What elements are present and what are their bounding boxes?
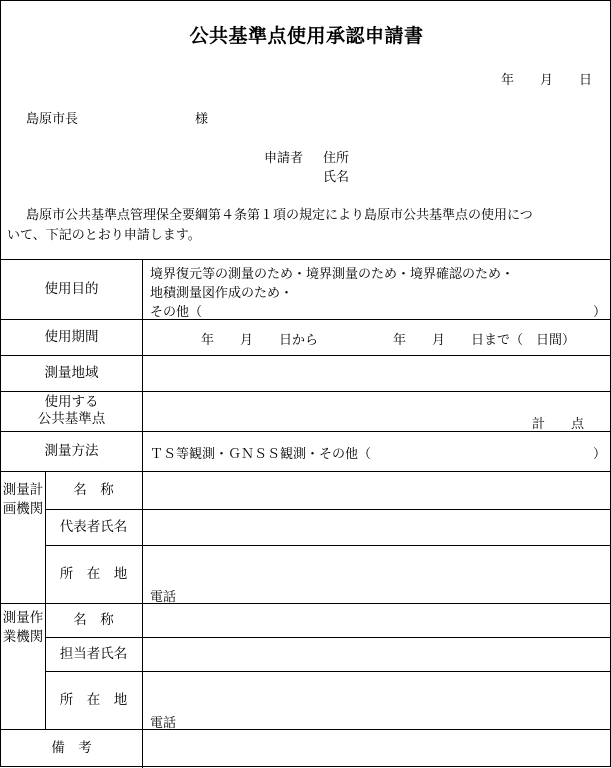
planning-address-label: 所 在 地 <box>59 565 128 582</box>
points-label <box>1 391 142 431</box>
points-count: 計 点 <box>532 417 585 432</box>
purpose-close: ） <box>593 305 607 320</box>
method-value: ＴＳ等観測・ＧＮＳＳ観測・その他（ <box>150 447 372 462</box>
method-label: 測量方法 <box>44 442 99 459</box>
planning-group-label: 測量計画機関 <box>2 482 44 517</box>
intro-line-2: いて、下記のとおり申請します。 <box>7 228 201 243</box>
planning-rep-label: 代表者氏名 <box>59 518 128 535</box>
method-close: ） <box>593 447 607 462</box>
work-name-label: 名 称 <box>73 611 114 628</box>
column-divider <box>142 259 143 768</box>
intro-line-1: 島原市公共基準点管理保全要綱第４条第１項の規定により島原市公共基準点の使用につ <box>26 208 533 223</box>
date-line: 年 月 日 <box>501 73 593 88</box>
work-phone-label: 電話 <box>150 716 177 731</box>
form-title: 公共基準点使用承認申請書 <box>189 25 424 47</box>
purpose-line-3: その他（ <box>150 305 203 320</box>
period-from: 年 月 日から <box>201 333 319 348</box>
remarks-label: 備 考 <box>51 740 92 757</box>
purpose-line-2: 地積測量図作成のため・ <box>150 286 294 301</box>
addressee: 島原市長 様 <box>26 112 209 127</box>
work-address-label: 所 在 地 <box>59 691 128 708</box>
planning-name-label: 名 称 <box>73 481 114 498</box>
planning-phone-label: 電話 <box>150 590 177 605</box>
purpose-line-1: 境界復元等の測量のため・境界測量のため・境界確認のため・ <box>150 267 515 282</box>
work-charge-label: 担当者氏名 <box>59 645 128 662</box>
area-label: 測量地域 <box>44 364 99 381</box>
points-label-line-2: 公共基準点 <box>37 411 106 427</box>
period-label: 使用期間 <box>44 328 99 345</box>
purpose-label: 使用目的 <box>44 280 99 297</box>
applicant-address-label: 住所 <box>323 151 350 166</box>
points-label-line-1: 使用する <box>44 394 99 411</box>
work-group-label: 測量作業機関 <box>2 610 44 645</box>
applicant-label: 申請者 <box>264 151 304 166</box>
applicant-name-label: 氏名 <box>323 170 350 185</box>
period-to: 年 月 日まで（ 日間） <box>393 333 576 348</box>
